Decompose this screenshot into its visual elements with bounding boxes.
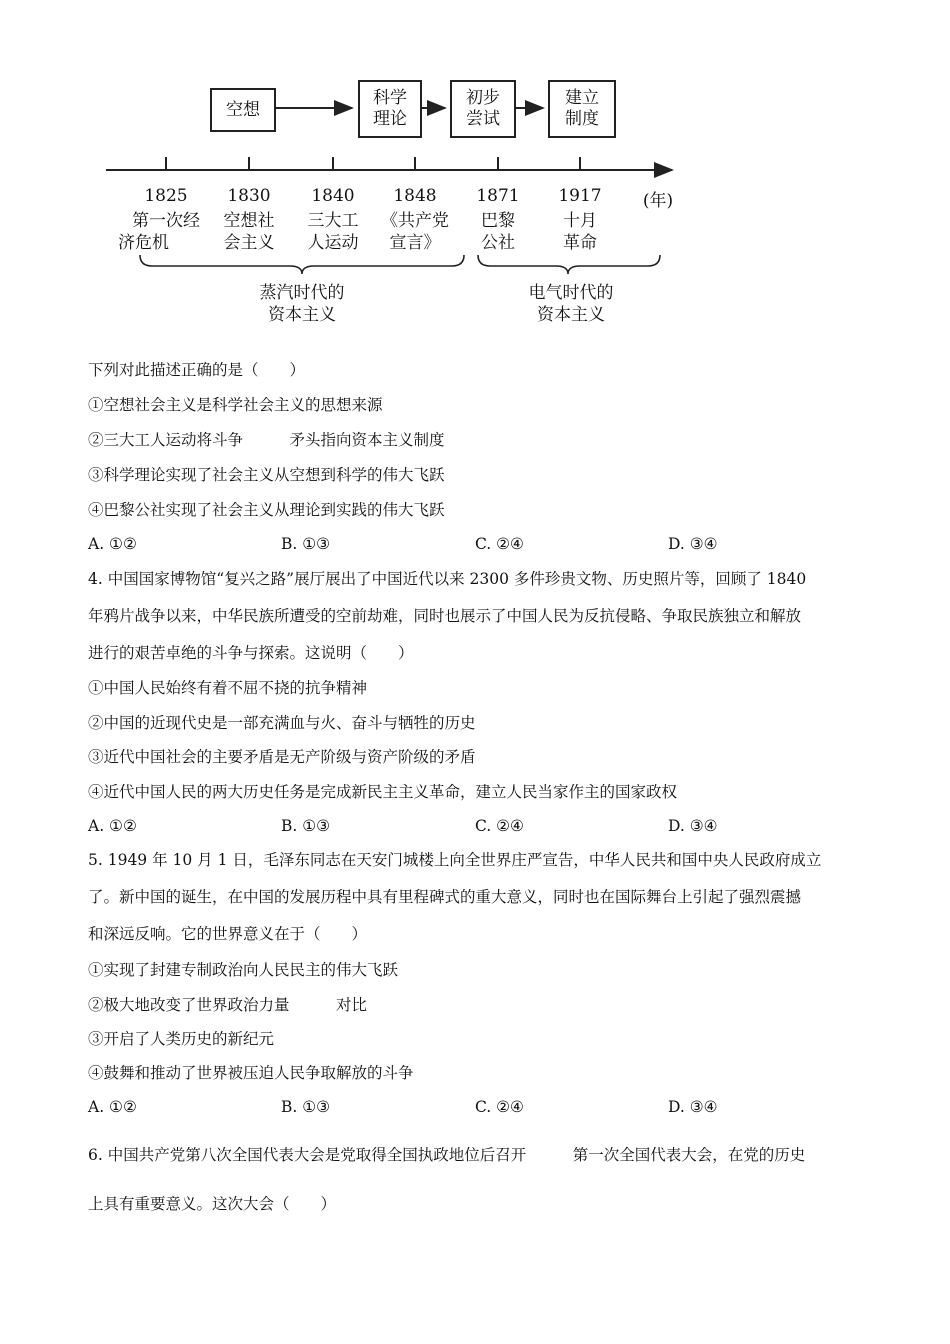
event-label: 《共产党 <box>381 211 449 231</box>
option-c[interactable]: C. ②④ <box>475 535 524 553</box>
stage-box-label: 空想 <box>226 99 260 120</box>
event-label: 会主义 <box>223 233 275 253</box>
timeline-year: 1917 <box>558 186 602 206</box>
statement-item: ③科学理论实现了社会主义从空想到科学的伟大飞跃 <box>88 466 445 484</box>
stage-box-label: 建立 <box>565 88 599 108</box>
timeline-event <box>548 210 612 254</box>
statement-item: ③近代中国社会的主要矛盾是无产阶级与资产阶级的矛盾 <box>88 748 476 766</box>
question-text-line: 进行的艰苦卓绝的斗争与探索。这说明（ ） <box>88 644 414 662</box>
brace-electric-age <box>478 255 660 274</box>
statement-item: ②极大地改变了世界政治力量 对比 <box>88 996 368 1014</box>
option-c[interactable]: C. ②④ <box>475 1098 524 1116</box>
brace-label-line: 资本主义 <box>268 305 336 325</box>
question-text-line: 年鸦片战争以来，中华民族所遭受的空前劫难，同时也展示了中国人民为反抗侵略、争取民族独立和解放 <box>88 607 802 625</box>
stage-box-label: 科学 <box>373 88 407 108</box>
question-text-line: 上具有重要意义。这次大会（ ） <box>88 1195 337 1213</box>
statement-item: ③开启了人类历史的新纪元 <box>88 1030 275 1048</box>
timeline-year: 1825 <box>144 186 188 206</box>
timeline-year: 1871 <box>476 186 520 206</box>
statement-item: ④鼓舞和推动了世界被压迫人民争取解放的斗争 <box>88 1064 414 1082</box>
question-text-line: 5. 1949 年 10 月 1 日，毛泽东同志在天安门城楼上向全世界庄严宣告，中华人民共和国中央人民政府成立 <box>88 851 822 869</box>
question-text-line: 了。新中国的诞生，在中国的发展历程中具有里程碑式的重大意义，同时也在国际舞台上引起了强烈震撼 <box>88 888 802 906</box>
timeline-year-unit: (年) <box>642 191 674 211</box>
option-d[interactable]: D. ③④ <box>668 535 718 553</box>
event-label: 十月 <box>563 211 597 231</box>
statement-item: ④巴黎公社实现了社会主义从理论到实践的伟大飞跃 <box>88 501 445 519</box>
timeline-event <box>112 210 220 254</box>
statement-item: ①中国人民始终有着不屈不挠的抗争精神 <box>88 679 368 697</box>
timeline-event <box>207 210 291 254</box>
timeline-year: 1848 <box>393 186 437 206</box>
brace-steam-age <box>140 255 464 274</box>
stage-box-label: 制度 <box>565 109 599 129</box>
question-stem: 下列对此描述正确的是（ ） <box>88 361 306 379</box>
brace-label-line: 蒸汽时代的 <box>259 283 345 303</box>
option-b[interactable]: B. ①③ <box>281 817 331 835</box>
event-label: 济危机 <box>118 233 169 253</box>
option-a[interactable]: A. ①② <box>88 1098 137 1116</box>
timeline-event <box>291 210 375 254</box>
option-d[interactable]: D. ③④ <box>668 1098 718 1116</box>
timeline-event <box>368 210 462 254</box>
question-text-line: 6. 中国共产党第八次全国代表大会是党取得全国执政地位后召开 第一次全国代表大会，在党的历史 <box>88 1146 806 1164</box>
brace-label-line: 资本主义 <box>537 305 605 325</box>
event-label: 三大工 <box>307 211 359 231</box>
brace-label-line: 电气时代的 <box>528 283 614 303</box>
timeline-year: 1830 <box>227 186 271 206</box>
event-label: 巴黎 <box>481 211 515 231</box>
timeline-year: 1840 <box>311 186 355 206</box>
event-label: 空想社 <box>223 211 275 231</box>
stage-box-label: 尝试 <box>466 109 500 129</box>
statement-item: ②中国的近现代史是一部充满血与火、奋斗与牺牲的历史 <box>88 714 476 732</box>
question-text-line: 和深远反响。它的世界意义在于（ ） <box>88 925 368 943</box>
stage-box-label: 初步 <box>466 88 500 108</box>
event-label: 公社 <box>481 233 515 253</box>
timeline-event <box>466 210 530 254</box>
option-b[interactable]: B. ①③ <box>281 1098 331 1116</box>
brace-label-steam <box>242 282 362 326</box>
option-a[interactable]: A. ①② <box>88 817 137 835</box>
statement-item: ①实现了封建专制政治向人民民主的伟大飞跃 <box>88 961 399 979</box>
event-label: 宣言》 <box>389 233 441 253</box>
stage-box-label: 理论 <box>373 109 407 129</box>
statement-item: ②三大工人运动将斗争 矛头指向资本主义制度 <box>88 431 445 449</box>
brace-label-electric <box>516 282 626 326</box>
option-b[interactable]: B. ①③ <box>281 535 331 553</box>
option-d[interactable]: D. ③④ <box>668 817 718 835</box>
event-label: 革命 <box>563 233 597 253</box>
question-text-line: 4. 中国国家博物馆“复兴之路”展厅展出了中国近代以来 2300 多件珍贵文物、历史照片等，回顾了 1840 <box>88 570 807 588</box>
diagram-lines <box>0 0 950 340</box>
option-c[interactable]: C. ②④ <box>475 817 524 835</box>
event-label: 第一次经 <box>132 211 200 231</box>
event-label: 人运动 <box>307 233 359 253</box>
statement-item: ①空想社会主义是科学社会主义的思想来源 <box>88 396 383 414</box>
option-a[interactable]: A. ①② <box>88 535 137 553</box>
statement-item: ④近代中国人民的两大历史任务是完成新民主主义革命，建立人民当家作主的国家政权 <box>88 783 678 801</box>
